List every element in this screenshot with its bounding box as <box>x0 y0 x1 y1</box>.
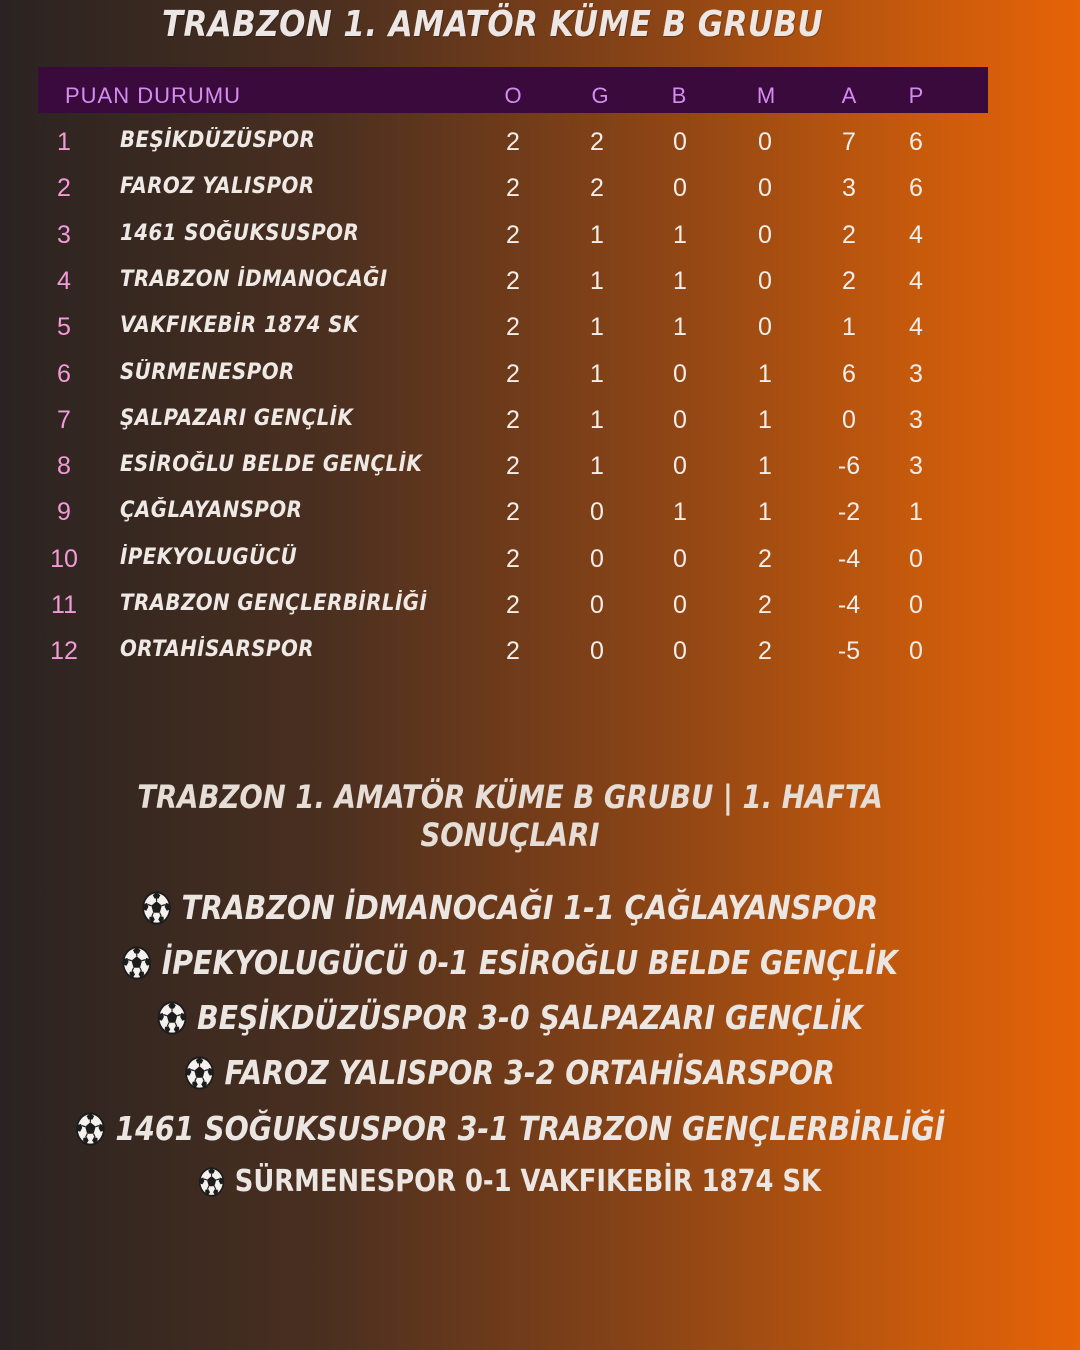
stat-m: 0 <box>758 313 772 341</box>
stat-m: 0 <box>758 174 772 202</box>
standings-row <box>38 446 988 486</box>
match-result <box>0 1164 1020 1199</box>
stat-o: 2 <box>506 313 520 341</box>
stat-a: -4 <box>837 545 861 573</box>
match-result <box>0 1053 1020 1092</box>
standings-row <box>38 539 988 579</box>
rank-cell: 4 <box>57 267 71 295</box>
stat-o: 2 <box>506 174 520 202</box>
match-result <box>0 888 1020 927</box>
stat-b: 0 <box>673 174 687 202</box>
stat-b: 0 <box>673 406 687 434</box>
stat-g: 1 <box>590 360 604 388</box>
standings-row <box>38 354 988 394</box>
stat-a: -5 <box>837 637 861 665</box>
standings-row <box>38 307 988 347</box>
team-name: TRABZON GENÇLERBİRLİĞİ <box>120 591 428 616</box>
team-name: ORTAHİSARSPOR <box>120 637 314 662</box>
stat-b: 0 <box>673 360 687 388</box>
stat-p: 1 <box>909 498 923 526</box>
standings-row <box>38 215 988 255</box>
team-name: BEŞİKDÜZÜSPOR <box>120 128 316 153</box>
stat-o: 2 <box>506 498 520 526</box>
rank-cell: 1 <box>57 128 71 156</box>
stat-m: 1 <box>758 406 772 434</box>
match-text: BEŞİKDÜZÜSPOR 3-0 ŞALPAZARI GENÇLİK <box>196 998 863 1037</box>
column-header-p: P <box>908 83 924 108</box>
stat-g: 0 <box>590 545 604 573</box>
stat-m: 1 <box>758 452 772 480</box>
stat-m: 1 <box>758 360 772 388</box>
stat-o: 2 <box>506 591 520 619</box>
stat-p: 0 <box>909 591 923 619</box>
team-name: ESİROĞLU BELDE GENÇLİK <box>120 452 423 477</box>
team-name: ŞALPAZARI GENÇLİK <box>120 406 354 431</box>
standings-row <box>38 585 988 625</box>
team-name: SÜRMENESPOR <box>120 360 295 385</box>
stat-a: 7 <box>842 128 856 156</box>
team-name: TRABZON İDMANOCAĞI <box>120 267 388 292</box>
stat-a: 2 <box>842 267 856 295</box>
team-name: FAROZ YALISPOR <box>120 174 315 199</box>
match-result <box>0 1109 1020 1148</box>
soccer-ball-icon <box>75 1112 104 1146</box>
stat-m: 0 <box>758 128 772 156</box>
stat-a: 2 <box>842 221 856 249</box>
stat-m: 2 <box>758 545 772 573</box>
stat-g: 0 <box>590 591 604 619</box>
stat-o: 2 <box>506 545 520 573</box>
stat-p: 4 <box>909 313 923 341</box>
team-name: ÇAĞLAYANSPOR <box>120 498 303 523</box>
soccer-ball-icon <box>199 1167 225 1197</box>
stat-a: 1 <box>842 313 856 341</box>
standings-row <box>38 631 988 671</box>
rank-cell: 12 <box>50 637 78 665</box>
stat-o: 2 <box>506 452 520 480</box>
soccer-ball-icon <box>185 1056 214 1090</box>
stat-g: 2 <box>590 174 604 202</box>
match-text: İPEKYOLUGÜCÜ 0-1 ESİROĞLU BELDE GENÇLİK <box>161 943 898 982</box>
stat-a: 3 <box>842 174 856 202</box>
stat-g: 1 <box>590 221 604 249</box>
stat-b: 0 <box>673 591 687 619</box>
stat-p: 4 <box>909 221 923 249</box>
match-result <box>0 943 1020 982</box>
standings-header <box>38 67 988 113</box>
soccer-ball-icon <box>157 1001 186 1035</box>
stat-p: 6 <box>909 174 923 202</box>
match-text: 1461 SOĞUKSUSPOR 3-1 TRABZON GENÇLERBİRLİĞİ <box>114 1109 945 1148</box>
rank-cell: 10 <box>50 545 78 573</box>
stat-b: 0 <box>673 545 687 573</box>
stat-b: 1 <box>673 313 687 341</box>
results-title: TRABZON 1. AMATÖR KÜME B GRUBU | 1. HAFTA SONUÇLARI <box>137 778 883 854</box>
stat-m: 2 <box>758 637 772 665</box>
stat-m: 0 <box>758 267 772 295</box>
stat-a: 6 <box>842 360 856 388</box>
stat-a: -4 <box>837 591 861 619</box>
stat-b: 1 <box>673 267 687 295</box>
standings-row <box>38 492 988 532</box>
match-text: FAROZ YALISPOR 3-2 ORTAHİSARSPOR <box>224 1053 835 1092</box>
stat-b: 0 <box>673 128 687 156</box>
stat-g: 0 <box>590 637 604 665</box>
stat-p: 3 <box>909 360 923 388</box>
rank-cell: 6 <box>57 360 71 388</box>
column-header-g: G <box>591 83 609 108</box>
stat-b: 1 <box>673 498 687 526</box>
column-header-o: O <box>504 83 522 108</box>
team-name: 1461 SOĞUKSUSPOR <box>120 221 360 246</box>
standings-row <box>38 168 988 208</box>
stat-o: 2 <box>506 637 520 665</box>
stat-o: 2 <box>506 221 520 249</box>
column-header-b: B <box>671 83 687 108</box>
column-header-m: M <box>756 83 776 108</box>
rank-cell: 8 <box>57 452 71 480</box>
column-header-a: A <box>841 83 857 108</box>
stat-m: 0 <box>758 221 772 249</box>
match-text: SÜRMENESPOR 0-1 VAKFIKEBİR 1874 SK <box>234 1164 822 1199</box>
team-name: İPEKYOLUGÜCÜ <box>120 545 298 570</box>
rank-cell: 9 <box>57 498 71 526</box>
rank-cell: 7 <box>57 406 71 434</box>
stat-a: -6 <box>837 452 861 480</box>
rank-cell: 2 <box>57 174 71 202</box>
stat-g: 1 <box>590 313 604 341</box>
stat-p: 0 <box>909 637 923 665</box>
stat-o: 2 <box>506 360 520 388</box>
stat-g: 1 <box>590 452 604 480</box>
stat-m: 2 <box>758 591 772 619</box>
stat-p: 4 <box>909 267 923 295</box>
stat-g: 1 <box>590 267 604 295</box>
rank-cell: 5 <box>57 313 71 341</box>
stat-g: 0 <box>590 498 604 526</box>
standings-row <box>38 261 988 301</box>
soccer-ball-icon <box>142 891 171 925</box>
page-title: TRABZON 1. AMATÖR KÜME B GRUBU <box>161 4 824 45</box>
stat-p: 6 <box>909 128 923 156</box>
stat-a: 0 <box>842 406 856 434</box>
standings-row <box>38 122 988 162</box>
stat-m: 1 <box>758 498 772 526</box>
stat-p: 3 <box>909 406 923 434</box>
rank-cell: 3 <box>57 221 71 249</box>
stat-b: 0 <box>673 637 687 665</box>
stat-a: -2 <box>837 498 861 526</box>
stat-o: 2 <box>506 128 520 156</box>
match-text: TRABZON İDMANOCAĞI 1-1 ÇAĞLAYANSPOR <box>181 888 879 927</box>
standings-row <box>38 400 988 440</box>
stat-o: 2 <box>506 406 520 434</box>
stat-b: 1 <box>673 221 687 249</box>
stat-p: 0 <box>909 545 923 573</box>
soccer-ball-icon <box>122 946 151 980</box>
stat-p: 3 <box>909 452 923 480</box>
stat-g: 2 <box>590 128 604 156</box>
stat-g: 1 <box>590 406 604 434</box>
standings-label: PUAN DURUMU <box>65 83 241 108</box>
rank-cell: 11 <box>51 591 77 619</box>
match-result <box>0 998 1020 1037</box>
team-name: VAKFIKEBİR 1874 SK <box>120 313 359 338</box>
stat-o: 2 <box>506 267 520 295</box>
stat-b: 0 <box>673 452 687 480</box>
